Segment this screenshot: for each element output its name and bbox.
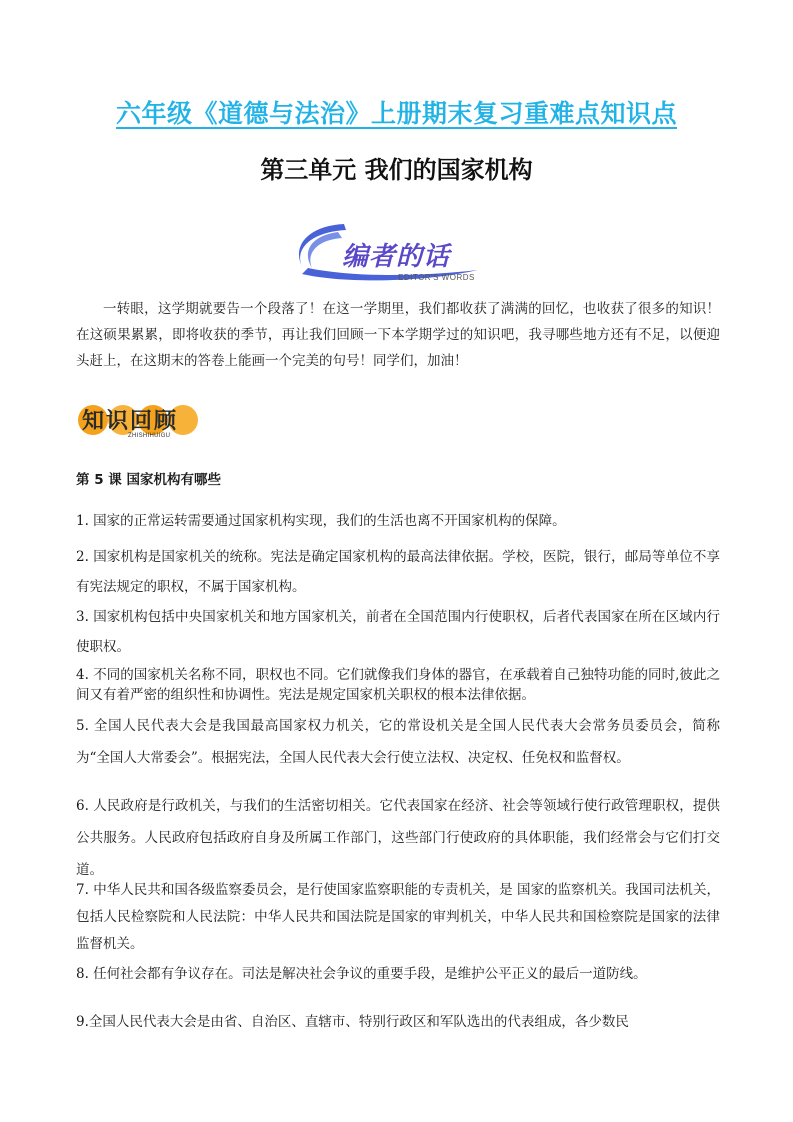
list-item: 6. 人民政府是行政机关，与我们的生活密切相关。它代表国家在经济、社会等领域行使行政管理职权，提供公共服务。人民政府包括政府自身及所属工作部门，这些部门行使政府的具体职能，我们经常会与它们打交道。 [76,798,720,878]
editor-words-text: 编者的话 [342,242,451,272]
list-item: 5. 全国人民代表大会是我国最高国家权力机关，它的常设机关是全国人民代表大会常务员委员会，简称为“全国人大常委会”。根据宪法，全国人民代表大会行使立法权、决定权、任免权和监督权。 [76,718,720,766]
list-item: 8. 任何社会都有争议存在。司法是解决社会争议的重要手段，是维护公平正义的最后一道防线。 [76,966,647,982]
list-item: 2. 国家机构是国家机关的统称。宪法是确定国家机构的最高法律依据。学校，医院，银行，邮局等单位不享有宪法规定的职权，不属于国家机构。 [76,549,720,595]
editor-words-en: EDITOR'S WORDS [398,273,475,282]
editor-words-logo [286,218,486,290]
intro-paragraph: 一转眼，这学期就要告一个段落了！在这一学期里，我们都收获了满满的回忆，也收获了很多的知识！在这硕果累累，即将收获的季节，再让我们回顾一下本学期学过的知识吧，我寻哪些地方还有不足，以便迎头赶上，在这期末的答卷上能画一个完美的句号！同学们，加油！ [76,301,720,369]
list-item: 1. 国家的正常运转需要通过国家机构实现，我们的生活也离不开国家机构的保障。 [76,513,566,529]
lesson-title: 第 5 课 国家机构有哪些 [76,472,221,488]
list-item: 7. 中华人民共和国各级监察委员会，是行使国家监察职能的专责机关，是 国家的监察机关。我国司法机关，包括人民检察院和人民法院：中华人民共和国法院是国家的审判机关，中华人民共和国检察院是国家的法律监督机关。 [76,882,720,952]
knowledge-review-text: 知识回顾 [82,409,179,434]
list-item: 4. 不同的国家机关名称不同，职权也不同。它们就像我们身体的器官，在承载着自己独特功能的同时,彼此之间又有着严密的组织性和协调性。宪法是规定国家机关职权的根本法律依据。 [76,667,720,703]
knowledge-review-badge [76,402,211,444]
main-title: 六年级《道德与法治》上册期末复习重难点知识点 [115,99,677,128]
knowledge-review-pinyin: ZHISHIHUIGU [128,433,171,439]
sub-title: 第三单元 我们的国家机构 [260,156,533,184]
list-item: 9.全国人民代表大会是由省、自治区、直辖市、特别行政区和军队选出的代表组成，各少数民 [76,1014,629,1030]
list-item: 3. 国家机构包括中央国家机关和地方国家机关，前者在全国范围内行使职权，后者代表国家在所在区域内行使职权。 [76,609,720,655]
